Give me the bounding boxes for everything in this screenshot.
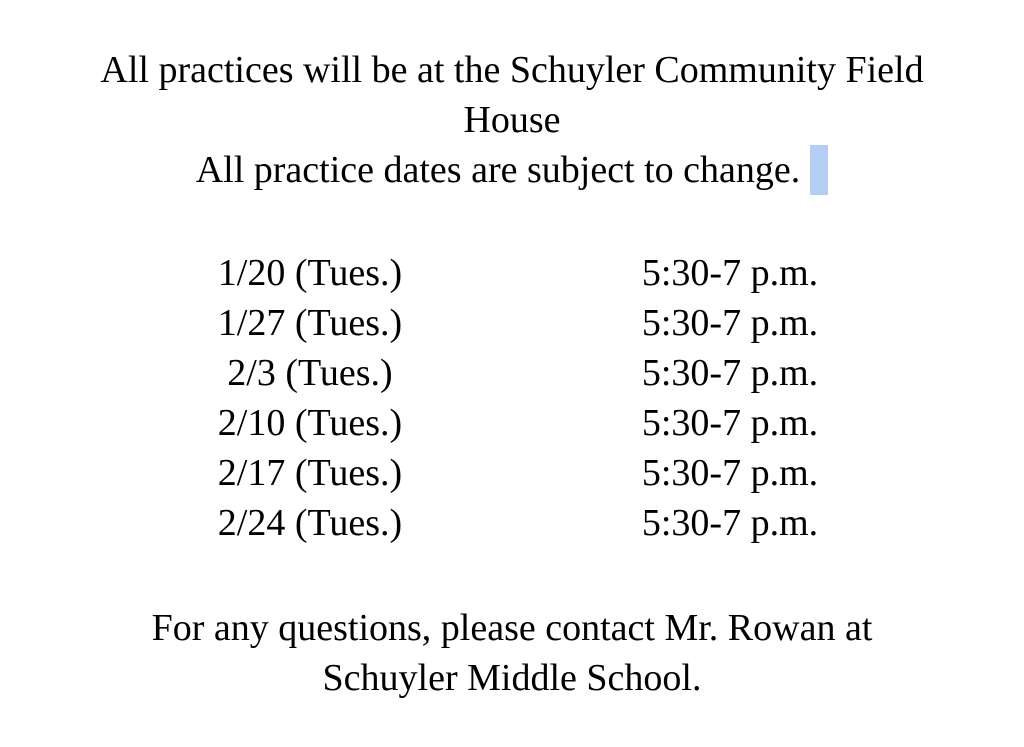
schedule-date: 2/10 (Tues.) — [217, 402, 403, 444]
schedule-time: 5:30-7 p.m. — [641, 502, 819, 544]
change-notice-text: All practice dates are subject to change. — [195, 149, 801, 191]
schedule-date: 2/3 (Tues.) — [227, 352, 393, 394]
schedule-row — [0, 298, 1024, 348]
schedule-time: 5:30-7 p.m. — [641, 402, 819, 444]
location-line-1: All practices will be at the Schuyler Community Field — [100, 49, 924, 91]
schedule-time: 5:30-7 p.m. — [641, 452, 819, 494]
schedule-row — [0, 398, 1024, 448]
schedule-row — [0, 448, 1024, 498]
schedule-time: 5:30-7 p.m. — [641, 302, 819, 344]
schedule-row — [0, 248, 1024, 298]
schedule-time: 5:30-7 p.m. — [641, 352, 819, 394]
schedule-row — [0, 348, 1024, 398]
schedule-time: 5:30-7 p.m. — [641, 252, 819, 294]
contact-line-2: Schuyler Middle School. — [322, 657, 702, 699]
text-cursor-highlight[interactable] — [810, 145, 828, 195]
schedule-date: 2/17 (Tues.) — [217, 452, 403, 494]
contact-line-1: For any questions, please contact Mr. Rowan at — [151, 607, 873, 649]
schedule-date: 2/24 (Tues.) — [217, 502, 403, 544]
location-line-2: House — [463, 99, 561, 141]
schedule-date: 1/20 (Tues.) — [217, 252, 403, 294]
schedule-row — [0, 498, 1024, 548]
schedule-date: 1/27 (Tues.) — [217, 302, 403, 344]
change-notice — [0, 145, 1024, 195]
